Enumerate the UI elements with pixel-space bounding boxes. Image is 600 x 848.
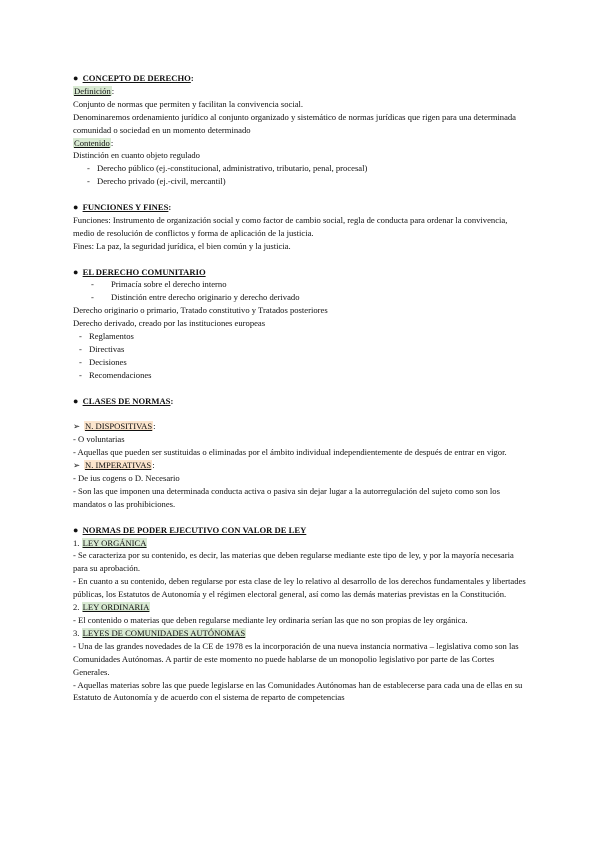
bullet-icon: ● (73, 266, 79, 277)
imperativas-heading: ➢ N. IMPERATIVAS: (73, 460, 155, 471)
section-heading-ejecutivo: ● NORMAS DE PODER EJECUTIVO CON VALOR DE LEY (73, 524, 307, 535)
list-item: - De ius cogens o D. Necesario (73, 473, 180, 484)
derivado-text: Derecho derivado, creado por las instituciones europeas (73, 318, 266, 329)
fines-text: Fines: La paz, la seguridad jurídica, el bien común y la justicia. (73, 240, 291, 251)
bullet-icon: ● (73, 202, 79, 213)
ley-ordinaria-heading: 2. LEY ORDINARIA (73, 602, 150, 613)
section-heading-comunitario: ● EL DERECHO COMUNITARIO (73, 266, 206, 277)
list-item: - Directivas (79, 344, 125, 354)
document-page: ● CONCEPTO DE DERECHO: Definición: Conjunto de normas que permiten y facilitan la convivencia social. Denominaremos ordenamiento jurídico al conjunto organizado y sistemático de normas jurídicas que rigen para una determinada comunidad o sociedad en un momento determinado Contenido: Distinción en cuanto objeto regulado - Derecho público (ej.-constitucional, administrativo, tributario, penal, procesal) - Derecho privado (ej.-civil, mercantil) ● FUNCIONES Y FINES: Funciones: Instrumento de organización social y como factor de cambio social, regla de conducta para ordenar la convivencia, medio de resolución de conflictos y forma de aplicación de la justicia. Fines: La paz, la seguridad jurídica, el bien común y la justicia. ● EL DERECHO COMUNITARIO - Primacía sobre el derecho interno - Distinción entre derecho originario y derecho derivado Derecho originario o primario, Tratado constitutivo y Tratados posteriores Derecho derivado, creado por las instituciones europeas - Reglamentos - Directivas - Decisiones - Recomendaciones ● CLASES DE NORMAS: ➢ N. DISPOSITIVAS: - O voluntarias - Aquellas que pueden ser sustituidas o eliminadas por el ámbito individual independientemente de después de entrar en vigor. ➢ N. IMPERATIVAS: - De ius cogens o D. Necesario - Son las que imponen una determinada conducta activa o pasiva sin dejar lugar a la autorregulación del sujeto como son los mandatos o las prohibiciones. ● NORMAS DE PODER EJECUTIVO CON VALOR DE LEY 1. LEY ORGÁNICA - Se caracteriza por su contenido, es decir, las materias que deben regularse mediante este tipo de ley, y por la mayoría necesaria para su aprobación. - En cuanto a su contenido, deben regularse por esta clase de ley lo relativo al desarrollo de los derechos fundamentales y libertades públicas, los Estatutos de Autonomía y el régimen electoral general, así como las demás materias previstas en la Constitución. 2. LEY ORDINARIA - El contenido o materias que deben regularse mediante ley ordinaria serían las que no son propias de ley orgánica. 3. LEYES DE COMUNIDADES AUTÓNOMAS - Una de las grandes novedades de la CE de 1978 es la incorporación de una nueva instancia normativa – legislativa como son las Comunidades Autónomas. A partir de este momento no puede hablarse de un monopolio legislativo por parte de las Cortes Generales. - Aquellas materias sobre las que puede legislarse en las Comunidades Autónomas han de establecerse para cada una de ellas en su Estatuto de Autonomía y de acuerdo con el sistema de reparto de competencias (73, 72, 528, 704)
bullet-icon: ● (73, 524, 79, 535)
bullet-icon: ● (73, 395, 79, 406)
section-heading-clases: ● CLASES DE NORMAS: (73, 395, 174, 406)
list-item: - Decisiones (79, 356, 127, 367)
list-item: - Derecho público (ej.-constitucional, administrativo, tributario, penal, procesal) (87, 163, 368, 174)
ley-organica-heading: 1. LEY ORGÁNICA (73, 537, 147, 548)
list-item: - Aquellas materias sobre las que puede legislarse en las Comunidades Autónomas han de establecerse para cada una de ellas en su Estatuto de Autonomía y de acuerdo con el sistema de reparto de competencias (73, 679, 523, 703)
funciones-text: Funciones: Instrumento de organización social y como factor de cambio social, regla de conducta para ordenar la convivencia, medio de resolución de conflictos y forma de aplicación de la justicia. (73, 214, 508, 238)
list-item: - Una de las grandes novedades de la CE de 1978 es la incorporación de una nueva instancia normativa – legislativa como son las Comunidades Autónomas. A partir de este momento no puede hablarse de un monopolio legislativo por parte de las Cortes Generales. (73, 640, 519, 677)
ley-ccaa-heading: 3. LEYES DE COMUNIDADES AUTÓNOMAS (73, 627, 246, 638)
section-heading-funciones: ● FUNCIONES Y FINES: (73, 202, 172, 213)
definicion-label: Definición (74, 85, 111, 96)
bullet-icon: ● (73, 73, 79, 83)
list-item: - Aquellas que pueden ser sustituidas o eliminadas por el ámbito individual independientemente de después de entrar en vigor. (73, 447, 507, 458)
list-item: - Son las que imponen una determinada conducta activa o pasiva sin dejar lugar a la autorregulación del sujeto como son los mandatos o las prohibiciones. (73, 485, 500, 509)
definicion-line-2: Denominaremos ordenamiento jurídico al conjunto organizado y sistemático de normas jurídicas que rigen para una determinada comunidad o sociedad en un momento determinado (73, 111, 516, 135)
list-item: - Distinción entre derecho originario y derecho derivado (91, 292, 300, 303)
arrow-icon: ➢ (73, 460, 81, 471)
list-item: - O voluntarias (73, 434, 125, 445)
list-item: - Reglamentos (79, 331, 134, 342)
list-item: - Recomendaciones (79, 369, 152, 380)
arrow-icon: ➢ (73, 421, 81, 432)
list-item: - Derecho privado (ej.-civil, mercantil) (87, 176, 226, 187)
list-item: - El contenido o materias que deben regularse mediante ley ordinaria serían las que no son propias de ley orgánica. (73, 614, 468, 625)
contenido-intro: Distinción en cuanto objeto regulado (73, 150, 200, 161)
list-item: - En cuanto a su contenido, deben regularse por esta clase de ley lo relativo al desarrollo de los derechos fundamentales y libertades públicas, los Estatutos de Autonomía y el régimen electoral general, así como las demás materias previstas en la Constitución. (73, 576, 526, 600)
originario-text: Derecho originario o primario, Tratado constitutivo y Tratados posteriores (73, 305, 328, 316)
contenido-label: Contenido (74, 137, 110, 148)
dispositivas-heading: ➢ N. DISPOSITIVAS: (73, 421, 156, 432)
definicion-line-1: Conjunto de normas que permiten y facilitan la convivencia social. (73, 98, 304, 109)
list-item: - Primacía sobre el derecho interno (91, 279, 227, 290)
section-heading-concepto: ● CONCEPTO DE DERECHO: (73, 73, 194, 83)
list-item: - Se caracteriza por su contenido, es decir, las materias que deben regularse mediante este tipo de ley, y por la mayoría necesaria para su aprobación. (73, 550, 514, 574)
